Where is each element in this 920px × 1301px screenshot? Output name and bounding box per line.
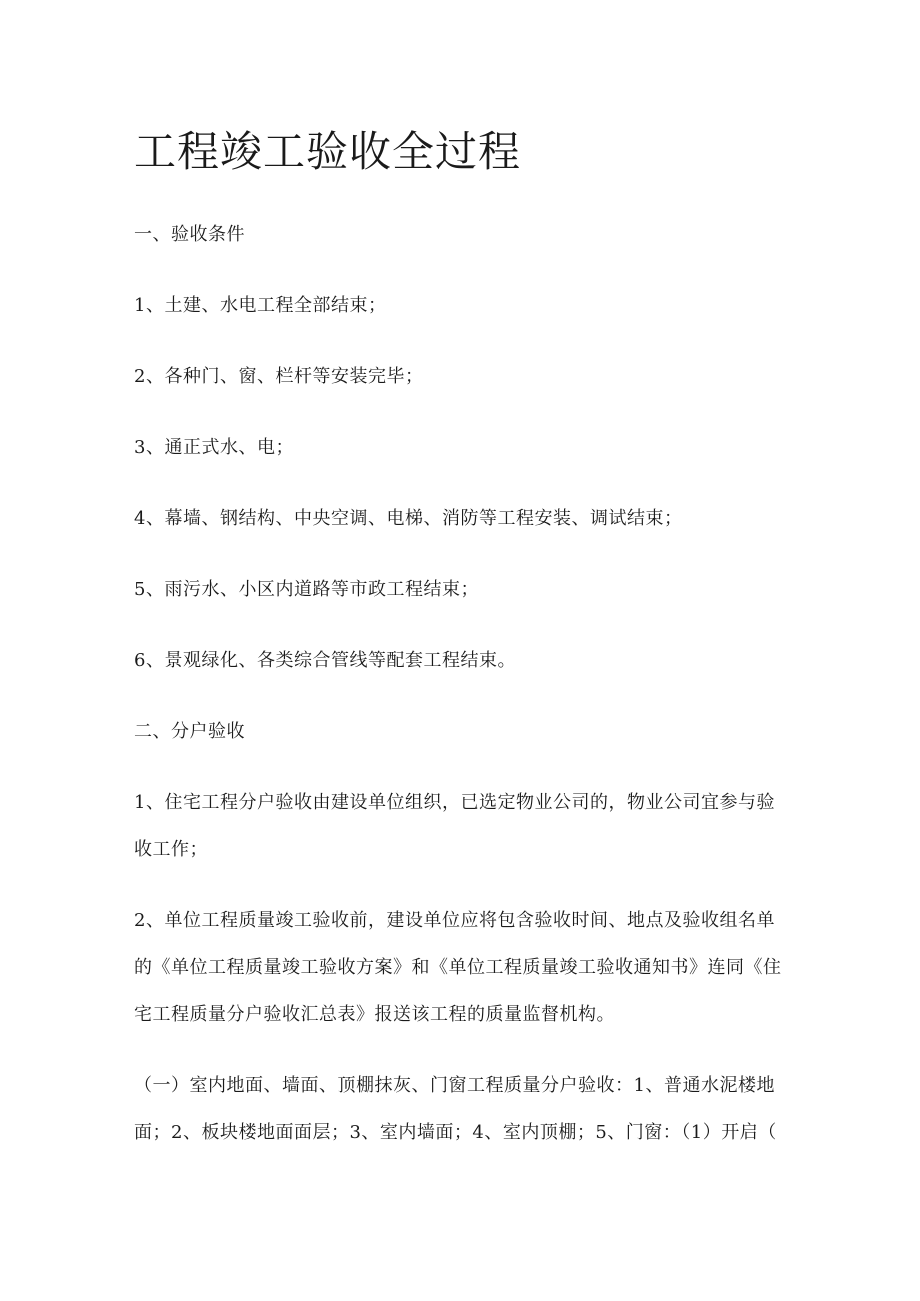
paragraph-line: 的《单位工程质量竣工验收方案》和《单位工程质量竣工验收通知书》连同《住 xyxy=(134,957,782,978)
section-heading-household-acceptance: 二、分户验收 xyxy=(134,721,245,742)
document-title: 工程竣工验收全过程 xyxy=(134,127,522,176)
condition-item: 6、景观绿化、各类综合管线等配套工程结束。 xyxy=(134,650,516,671)
section-heading-acceptance-conditions: 一、验收条件 xyxy=(134,224,245,245)
paragraph-line: 收工作； xyxy=(134,839,208,860)
condition-item: 5、雨污水、小区内道路等市政工程结束； xyxy=(134,579,479,600)
condition-item: 4、幕墙、钢结构、中央空调、电梯、消防等工程安装、调试结束； xyxy=(134,508,683,529)
paragraph-line: 2、单位工程质量竣工验收前，建设单位应将包含验收时间、地点及验收组名单 xyxy=(134,910,775,931)
paragraph-line: 面；2、板块楼地面面层；3、室内墙面；4、室内顶棚；5、门窗：（1）开启（ xyxy=(134,1122,777,1143)
condition-item: 3、通正式水、电； xyxy=(134,437,294,458)
condition-item: 1、土建、水电工程全部结束； xyxy=(134,295,387,316)
condition-item: 2、各种门、窗、栏杆等安装完毕； xyxy=(134,366,424,387)
paragraph-line: 宅工程质量分户验收汇总表》报送该工程的质量监督机构。 xyxy=(134,1004,615,1025)
paragraph-line: 1、住宅工程分户验收由建设单位组织，已选定物业公司的，物业公司宜参与验 xyxy=(134,792,775,813)
paragraph-line: （一）室内地面、墙面、顶棚抹灰、门窗工程质量分户验收：1、普通水泥楼地 xyxy=(134,1075,775,1096)
